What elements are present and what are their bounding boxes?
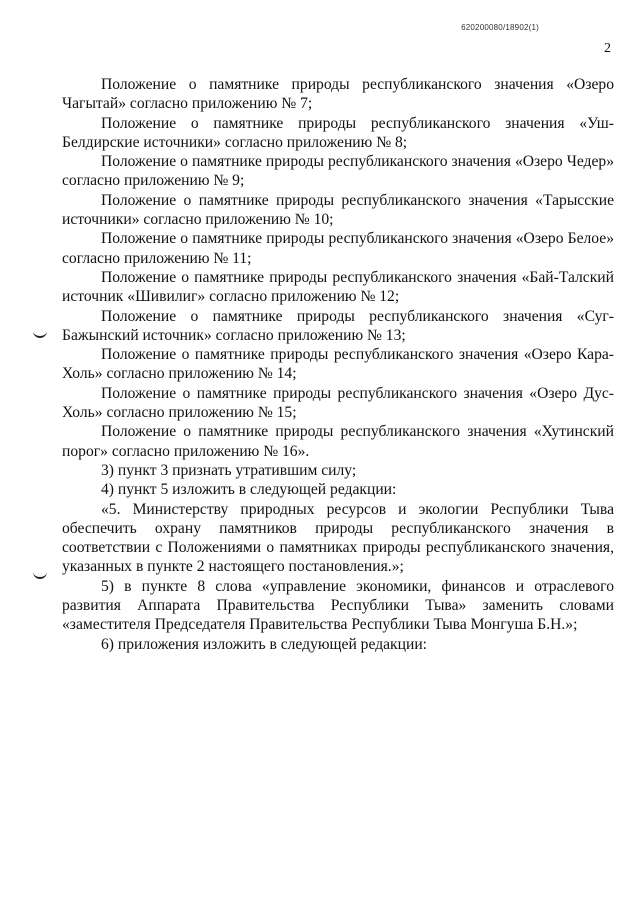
paragraph: 6) приложения изложить в следующей редакции: — [101, 635, 427, 653]
paragraph: 5) в пункте 8 слова «управление экономики, финансов и отраслевого развития Аппарата Правительства Республики Тыва» заменить словами «заместителя Председателя Правительства Республики Тыва Монгуша Б.Н.»; — [62, 577, 614, 634]
paragraph: Положение о памятнике природы республиканского значения «Озеро Чедер» согласно приложению № 9; — [62, 153, 614, 190]
margin-mark — [33, 572, 47, 579]
margin-mark — [33, 331, 47, 338]
paragraph: Положение о памятнике природы республиканского значения «Тарысские источники» согласно приложению № 10; — [62, 191, 614, 229]
paragraph: «5. Министерству природных ресурсов и экологии Республики Тыва обеспечить охрану памятников природы республиканского значения в соответствии с Положениями о памятниках природы республиканского значения, указанных в пункте 2 настоящего постановления.»; — [62, 500, 614, 576]
paragraph: Положение о памятнике природы республиканского значения «Озеро Кара-Холь» согласно приложению № 14; — [62, 346, 614, 383]
paragraph: 3) пункт 3 признать утратившим силу; — [101, 461, 357, 479]
paragraph: Положение о памятнике природы республиканского значения «Озеро Чагытай» согласно приложению № 7; — [62, 76, 614, 113]
document-code: 620200080/18902(1) — [461, 23, 539, 32]
paragraph: 4) пункт 5 изложить в следующей редакции: — [101, 481, 397, 499]
paragraph: Положение о памятнике природы республиканского значения «Бай-Талский источник «Шивилиг» согласно приложению № 12; — [62, 268, 614, 306]
paragraph: Положение о памятнике природы республиканского значения «Озеро Дус-Холь» согласно приложению № 15; — [62, 384, 614, 422]
paragraph: Положение о памятнике природы республиканского значения «Хутинский порог» согласно приложению № 16». — [62, 423, 614, 460]
paragraph: Положение о памятнике природы республиканского значения «Уш-Белдирские источники» согласно приложению № 8; — [62, 114, 614, 151]
paragraph: Положение о памятнике природы республиканского значения «Суг-Бажынский источник» согласно приложению № 13; — [62, 307, 614, 344]
page-number: 2 — [604, 41, 611, 56]
paragraph: Положение о памятнике природы республиканского значения «Озеро Белое» согласно приложению № 11; — [62, 230, 614, 267]
document-body — [62, 75, 614, 654]
